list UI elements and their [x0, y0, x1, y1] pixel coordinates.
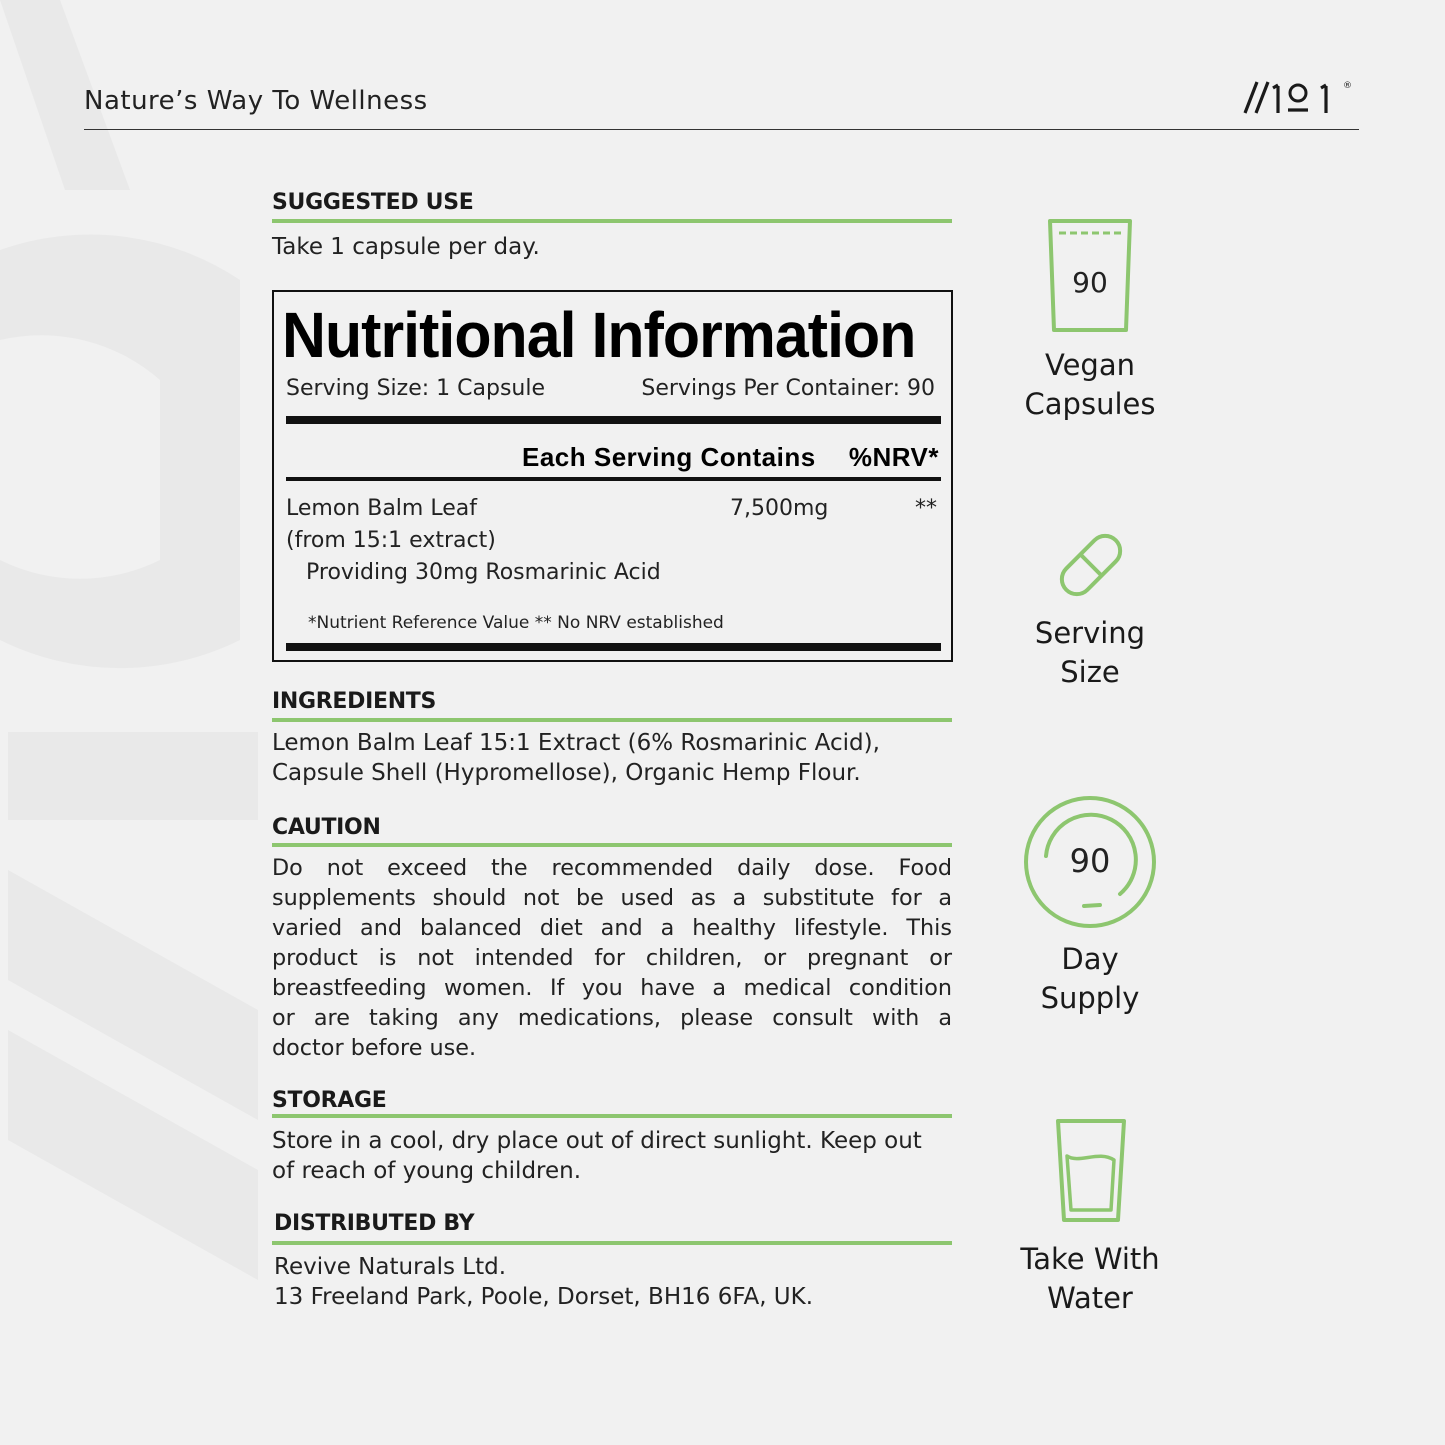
feature-label-line: Capsules — [1024, 387, 1156, 421]
caution-line: varied and balanced diet and a healthy lifestyle. This — [272, 915, 952, 941]
suggested-use-text: Take 1 capsule per day. — [272, 234, 540, 260]
storage-title: STORAGE — [272, 1088, 387, 1113]
water-glass-icon — [1054, 1118, 1128, 1224]
suggested-use-rule — [272, 219, 952, 223]
serving-size-label — [1000, 614, 1180, 692]
caution-title: CAUTION — [272, 815, 381, 840]
distributed-by-rule — [272, 1241, 952, 1245]
distributor-address: 13 Freeland Park, Poole, Dorset, BH16 6FA, UK. — [274, 1284, 814, 1310]
day-supply-label — [1000, 940, 1180, 1018]
nrv-footnote: *Nutrient Reference Value ** No NRV established — [308, 613, 724, 633]
caution-line: supplements should not be used as a substitute for a — [272, 885, 952, 911]
feature-label-line: Take With — [1020, 1242, 1160, 1276]
ingredient-amount: 7,500mg — [730, 496, 829, 521]
ingredient-source: (from 15:1 extract) — [286, 528, 496, 553]
brand-tagline: Nature’s Way To Wellness — [84, 86, 428, 116]
caution-text — [272, 853, 952, 1063]
caution-line: product is not intended for children, or pregnant or — [272, 945, 952, 971]
feature-label-line: Vegan — [1045, 348, 1135, 382]
each-serving-header: Each Serving Contains — [522, 442, 816, 472]
nutrition-panel — [272, 290, 953, 662]
ingredients-text — [272, 728, 952, 788]
ingredients-line: Capsule Shell (Hypromellose), Organic Hemp Flour. — [272, 760, 861, 786]
ingredients-rule — [272, 718, 952, 722]
brand-logo — [1242, 78, 1362, 116]
storage-line: of reach of young children. — [272, 1158, 582, 1184]
caution-line: breastfeeding women. If you have a medical condition — [272, 975, 952, 1001]
nutrition-thick-bar — [286, 416, 941, 424]
registered-mark: ® — [1343, 81, 1352, 91]
suggested-use-title: SUGGESTED USE — [272, 190, 474, 215]
serving-size: Serving Size: 1 Capsule — [286, 376, 545, 401]
feature-label-line: Day — [1061, 942, 1119, 976]
distributed-by-title: DISTRIBUTED BY — [274, 1211, 475, 1236]
storage-text — [272, 1126, 952, 1186]
nutrition-header-bar — [286, 477, 941, 481]
capsule-icon — [1050, 526, 1132, 604]
servings-per-container: Servings Per Container: 90 — [641, 376, 935, 401]
feature-label-line: Serving — [1034, 616, 1146, 650]
distributor-name: Revive Naturals Ltd. — [274, 1254, 507, 1280]
caution-line: or are taking any medications, please consult with a — [272, 1005, 952, 1031]
caution-line: Do not exceed the recommended daily dose. Food — [272, 855, 952, 881]
ingredient-nrv: ** — [915, 496, 937, 521]
vegan-capsules-label — [1000, 346, 1180, 424]
nrv-header: %NRV* — [848, 442, 939, 472]
storage-line: Store in a cool, dry place out of direct sunlight. Keep out — [272, 1128, 922, 1154]
day-count: 90 — [1069, 842, 1111, 880]
capsule-count: 90 — [1072, 266, 1108, 299]
caution-rule — [272, 843, 952, 847]
nutrition-title: Nutritional Information — [282, 299, 916, 371]
ingredients-line: Lemon Balm Leaf 15:1 Extract (6% Rosmarinic Acid), — [272, 730, 880, 756]
header-divider — [84, 129, 1359, 130]
ingredient-providing: Providing 30mg Rosmarinic Acid — [306, 560, 661, 585]
storage-rule — [272, 1114, 952, 1118]
distributed-by-text — [274, 1252, 954, 1312]
nutrition-bottom-bar — [286, 643, 941, 651]
take-with-water-label — [1000, 1240, 1180, 1318]
feature-label-line: Water — [1047, 1281, 1133, 1315]
ingredients-title: INGREDIENTS — [272, 689, 437, 714]
ingredient-name: Lemon Balm Leaf — [286, 496, 477, 521]
feature-label-line: Size — [1060, 655, 1120, 689]
caution-line: doctor before use. — [272, 1035, 477, 1061]
feature-label-line: Supply — [1040, 981, 1140, 1015]
